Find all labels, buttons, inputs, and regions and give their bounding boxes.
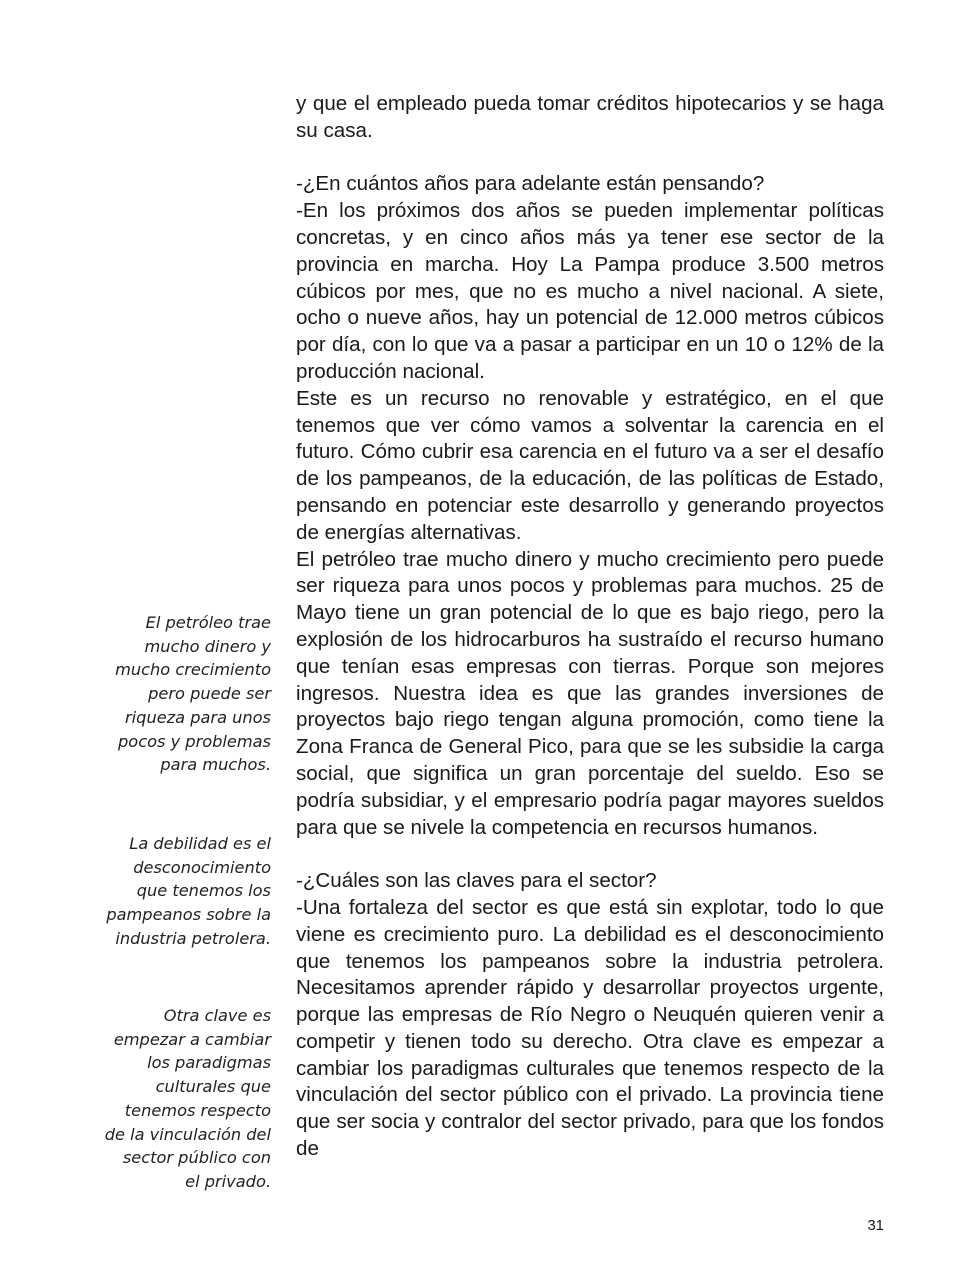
pull-quote [80,1004,271,1194]
interview-question: -¿Cuáles son las claves para el sector? [296,869,657,893]
page-number: 31 [867,1217,884,1234]
pull-quote-line: los paradigmas [147,1053,271,1073]
pull-quote-line: culturales que [155,1077,271,1097]
pull-quote-line: desconocimiento [133,857,271,877]
article-body [296,91,884,1163]
pull-quote-line: pero puede ser [148,684,271,704]
interview-answer: -En los próximos dos años se pueden implementar políticas concretas, y en cinco años más ya tener ese sector de la provincia en marcha. Hoy La Pampa produce 3.500 metros cúbicos por mes, que no es mucho a nivel nacional. A siete, ocho o nueve años, hay un potencial de 12.000 metros cúbicos por día, con lo que va a pasar a participar en un 10 o 12% de la producción nacional. [296,199,884,383]
pull-quote [80,611,271,777]
pull-quote-line: empezar a cambiar [113,1029,271,1049]
interview-answer: -Una fortaleza del sector es que está sin explotar, todo lo que viene es crecimiento puro. La debilidad es el desconocimiento que tenemos los pampeanos sobre la industria petrolera. Necesitamos aprender rápido y desarrollar proyectos urgente, porque las empresas de Río Negro o Neuquén quieren venir a competir y tienen todo su derecho. Otra clave es empezar a cambiar los paradigmas culturales que tenemos respecto de la vinculación del sector público con el privado. La provincia tiene que ser socia y contralor del sector privado, para que los fondos de [296,895,884,1161]
pull-quote-line: riqueza para unos [125,707,271,727]
pull-quote [80,832,271,951]
pull-quote-line: industria petrolera. [115,928,271,948]
pull-quote-line: sector público con [122,1148,271,1168]
body-paragraph: Este es un recurso no renovable y estratégico, en el que tenemos que ver cómo vamos a solventar la carencia en el futuro. Cómo cubrir esa carencia en el futuro va a ser el desafío de los pampeanos, de la educación, de las políticas de Estado, pensando en potenciar este desarrollo y generando proyectos de energías alternativas. [296,386,884,544]
pull-quote-line: para muchos. [160,755,271,775]
pull-quote-line: mucho crecimiento [115,660,271,680]
pull-quote-line: Otra clave es [163,1006,271,1025]
interview-question: -¿En cuántos años para adelante están pensando? [296,172,765,196]
pull-quote-line: de la vinculación del [104,1124,271,1144]
pull-quote-line: tenemos respecto [124,1100,271,1120]
pull-quote-line: pocos y problemas [118,731,271,751]
body-paragraph: y que el empleado pueda tomar créditos hipotecarios y se haga su casa. [296,92,884,142]
pull-quote-line: el privado. [185,1171,271,1191]
pull-quote-line: mucho dinero y [144,636,271,656]
pull-quote-line: El petróleo trae [145,613,271,632]
pull-quote-line: que tenemos los [136,881,271,901]
pull-quote-line: pampeanos sobre la [106,905,271,925]
pull-quote-line: La debilidad es el [129,834,271,853]
body-paragraph: El petróleo trae mucho dinero y mucho crecimiento pero puede ser riqueza para unos pocos y problemas para muchos. 25 de Mayo tiene un gran potencial de lo que es bajo riego, pero la explosión de los hidrocarburos ha sustraído el recurso humano que tenían esas empresas con tierras. Porque son mejores ingresos. Nuestra idea es que las grandes inversiones de proyectos bajo riego tengan alguna promoción, como tiene la Zona Franca de General Pico, para que se les subsidie la carga social, que significa un gran porcentaje del sueldo. Eso se podría subsidiar, y el empresario podría pagar mayores sueldos para que se nivele la competencia en recursos humanos. [296,547,884,839]
